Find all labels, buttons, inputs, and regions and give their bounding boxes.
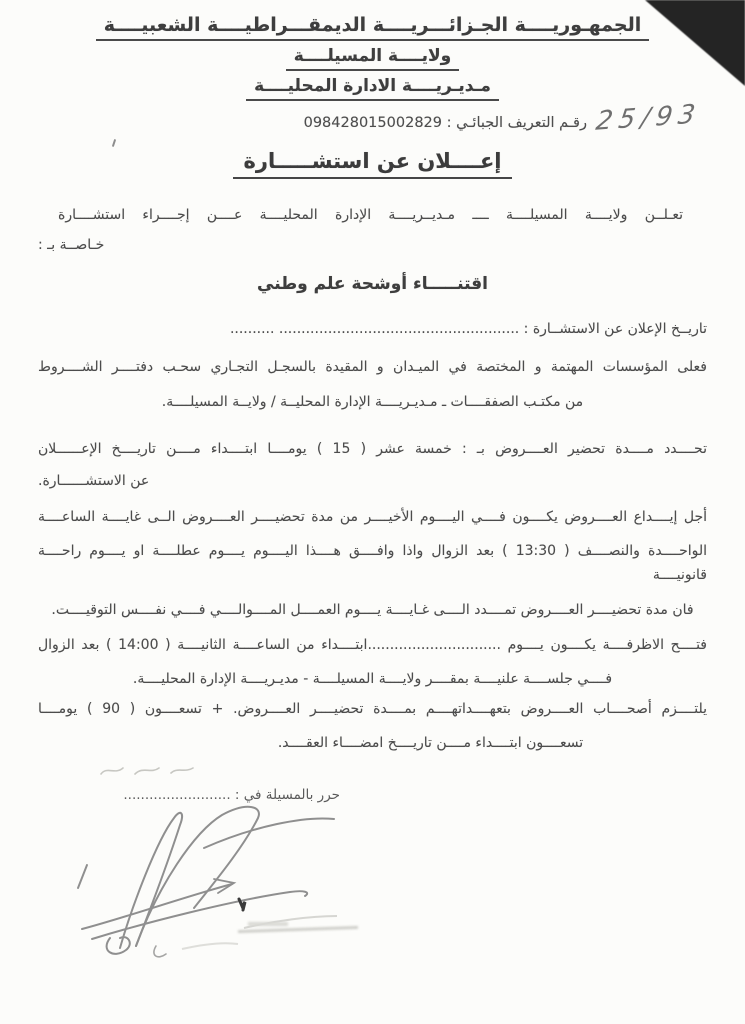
header-wilaya-line (0, 46, 745, 71)
stamp-smear (248, 922, 288, 926)
header-directorate-text: مـديـريــــة الادارة المحليــــة (246, 76, 499, 101)
intro-line-1: تعـلــن ولايــــة المسيلــــة ــــ مـديــريــــة الإدارة المحليــــة عــــن إجــــراء استشــــارة (58, 207, 683, 223)
issued-at-line: حرر بالمسيلة في : ......................... (123, 787, 340, 803)
consultation-subject: اقتنـــــاء أوشحة علم وطني (257, 274, 488, 294)
scan-corner-artifact (645, 0, 745, 86)
document-title-text: إعــــلان عن استشـــــارة (233, 149, 511, 179)
document-header (0, 14, 745, 101)
withdraw-line-1: فعلى المؤسسات المهتمة و المختصة في الميـدان و المقيدة بالسجـل التجـاري سحـب دفتــــر الشــــروط (38, 359, 707, 375)
faint-stamp-remnant (238, 920, 368, 940)
withdraw-line-2: من مكتـب الصفقــــات ـ مـديـريــــة الإدارة المحليــة / ولايــة المسيلــــة. (161, 394, 584, 410)
commitment-line-1: يلتــــزم أصحــــاب العــــروض بتعهــــداتهــــم بمــــدة تحضيــــر العــــروض. + تسعــــون ( 90 ) يومــــا (38, 701, 708, 717)
header-wilaya-text: ولايــــة المسيلــــة (286, 46, 459, 71)
announcement-date-line: تاريــخ الإعلان عن الاستشــارة : ...................................................... .......... (229, 321, 707, 337)
intro-line-2: خـاصــة بـ : (38, 237, 105, 253)
document-title (0, 149, 745, 179)
reference-row (0, 99, 745, 145)
header-republic-text: الجمهـوريــــة الجـزائـــريــــة الديمقـــراطيــــة الشعبيــــة (96, 14, 650, 41)
opening-line-2: فــــي جلســــة علنيــــة بمقــــر ولايــــة المسيلــــة - مديـريــــة الإدارة المحليــــة. (132, 671, 613, 687)
stamp-smear (238, 926, 358, 933)
commitment-line-2: تسعــــون ابتــــداء مــــن تاريــــخ امضــــاء العقــــد. (277, 735, 584, 751)
faint-handwritten-date-marks (95, 762, 205, 780)
deposit-line-1: أجل إيــــداع العــــروض يكــــون فــــي اليــــوم الأخيــــر من مدة تحضيــــر العــــروض الــى غايــــة الساعــــة (38, 509, 707, 525)
deposit-line-2: الواحــــدة والنصــــف ( 13:30 ) بعد الزوال واذا وافــــق هــــذا اليــــوم يــــوم عطلــــة او يــــوم راحــــة قانونيــــة (38, 543, 708, 583)
opening-line-1: فتــــح الاظرفــــة يكــــون يــــوم ..............................ابتــــداء من الساعــــة الثانيــــة ( 14:00 ) بعد الزوال (38, 637, 708, 653)
duration-line-1: تحــــدد مــــدة تحضير العــــروض بـ : خمسة عشر ( 15 ) يومــــا ابتــــداء مــــن تاريــــخ الإعــــــلان (38, 441, 707, 457)
deposit-line-3: فان مدة تحضيــــر العــــروض تمــــدد الــــى غـايــــة يــــوم العمــــل المــــوالــــي فــــي نفــــس التوقيــــت. (51, 602, 694, 618)
header-republic-line (0, 14, 745, 41)
duration-line-2: عن الاستشــــــارة. (38, 473, 150, 489)
scan-speck-artifact (112, 139, 116, 147)
tax-identification-number: رقـم التعريف الجبائـي : 098428015002829 (303, 115, 587, 131)
header-directorate-line (0, 76, 745, 101)
handwritten-reference-number: 25/93 (593, 99, 703, 137)
